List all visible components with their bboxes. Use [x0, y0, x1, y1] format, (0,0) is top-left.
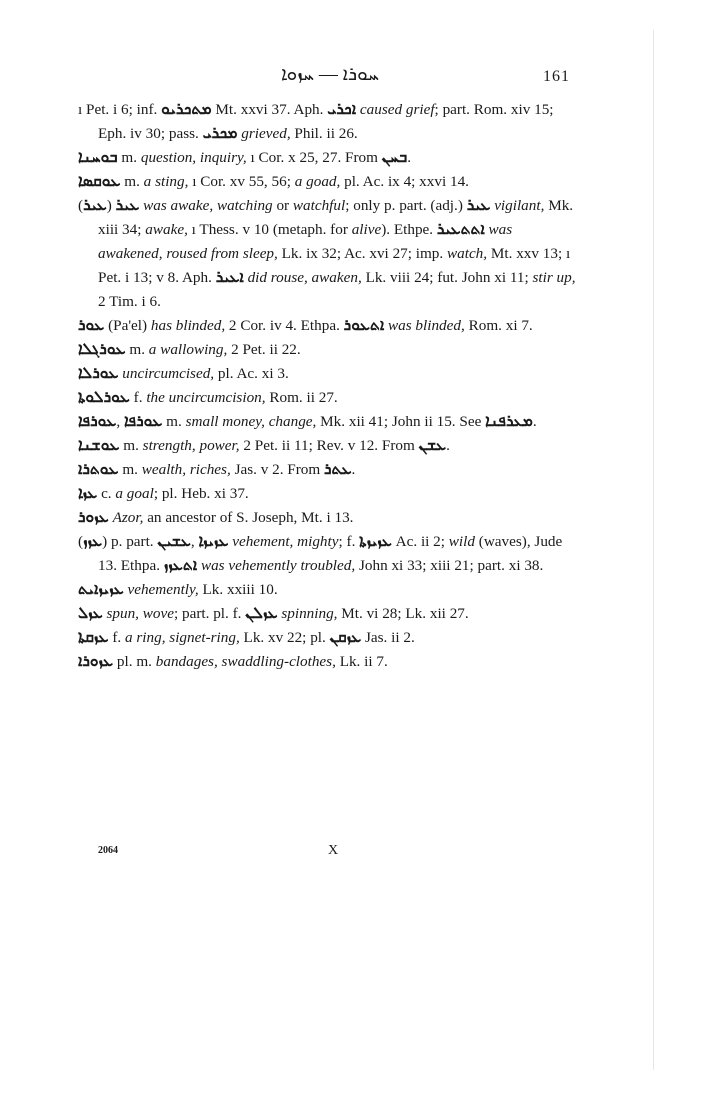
gloss-italic: was awakened, roused from sleep,	[98, 221, 513, 262]
gloss-italic: watchful	[292, 197, 346, 214]
entry-text: John xi 33; xiii 21; part. xi 38.	[355, 557, 544, 574]
entry-text: Phil. ii 26.	[290, 125, 358, 142]
entry-text: 2 Cor. iv 4. Ethpa.	[225, 317, 344, 334]
entry-text: ; pl. Heb. xi 37.	[153, 485, 249, 502]
gloss-italic: has blinded,	[150, 317, 226, 334]
entry-text: f.	[129, 389, 147, 406]
syriac-headword: ܥܘܩܣܐ	[78, 173, 121, 190]
entry-text: Lk. viii 24; fut. John xi 11;	[361, 269, 533, 286]
syriac-headword: ܥܝܪ	[115, 197, 140, 214]
gloss-italic: wealth, riches,	[141, 461, 231, 478]
running-head-title: ܚܘܪܐ — ܚܙܘܐ	[280, 64, 380, 85]
syriac-headword: ܥܙܠܢ	[245, 605, 278, 622]
syriac-headword: ܡܟܪܝ	[202, 125, 238, 142]
lexicon-entry	[78, 578, 578, 602]
entry-text: f.	[108, 629, 125, 646]
entry-text: m.	[118, 461, 142, 478]
syriac-headword: ܥܘܪܠܐ	[78, 365, 119, 382]
lexicon-entry	[78, 506, 578, 530]
entry-text: ı Thess. v 10 (metaph. for	[187, 221, 352, 238]
entry-text: m.	[119, 437, 143, 454]
gloss-italic: wild	[448, 533, 475, 550]
lexicon-entry	[78, 410, 578, 434]
gloss-italic: a goad,	[294, 173, 341, 190]
gloss-italic: spun, wove	[106, 605, 174, 622]
syriac-headword: ܒܚܢ	[381, 149, 408, 166]
entry-text: Mt. xxv 13; ı Pet. i 13; v 8. Aph.	[98, 245, 571, 286]
entry-text: Rom. xi 7.	[464, 317, 533, 334]
page-footer	[98, 845, 568, 865]
lexicon-entry	[78, 362, 578, 386]
entry-text: Lk. xxiii 10.	[198, 581, 278, 598]
gloss-italic: alive	[351, 221, 382, 238]
syriac-headword: ܥܙܙ	[83, 533, 103, 550]
lexicon-entry	[78, 170, 578, 194]
entry-text: 2 Pet. ii 11; Rev. v 12. From	[239, 437, 419, 454]
entry-text: Jas. v 2. From	[230, 461, 325, 478]
syriac-headword: ܥܙܠ	[78, 605, 103, 622]
syriac-headword: ܒܘܚܢܐ	[78, 149, 118, 166]
entry-text: .	[446, 437, 450, 454]
gloss-italic: vigilant,	[494, 197, 545, 214]
entry-text: m.	[162, 413, 186, 430]
gloss-italic: watch,	[447, 245, 488, 262]
syriac-headword: ܥܙܝܙܐ	[198, 533, 229, 550]
lexicon-entry	[78, 434, 578, 458]
gloss-italic: a ring, signet-ring,	[124, 629, 240, 646]
entry-text: m.	[120, 173, 144, 190]
gloss-italic: the uncircumcision,	[146, 389, 266, 406]
lexicon-entry	[78, 314, 578, 338]
gloss-italic: a wallowing,	[148, 341, 228, 358]
syriac-headword: ܥܙܝܙܬܐ	[359, 533, 392, 550]
lexicon-entry	[78, 602, 578, 626]
entry-text: ı Cor. xv 55, 56;	[188, 173, 295, 190]
gloss-italic: was vehemently troubled,	[200, 557, 356, 574]
syriac-headword: ܥܙܩܢ	[329, 629, 362, 646]
entry-text: Mt. xxvi 37. Aph.	[211, 101, 328, 118]
gloss-italic: was blinded,	[388, 317, 465, 334]
syriac-headword: ܥܬܪ	[324, 461, 352, 478]
entry-text: 2 Tim. i 6.	[98, 293, 161, 310]
entry-text: an ancestor of S. Joseph, Mt. i 13.	[143, 509, 354, 526]
gloss-italic: grieved,	[241, 125, 291, 142]
entry-text: ) p. part.	[102, 533, 158, 550]
syriac-headword: ܥܘܪܓܠܐ	[78, 341, 126, 358]
lexicon-entry	[78, 458, 578, 482]
syriac-headword: ܡܬܟܪܝܘ	[161, 101, 212, 118]
lexicon-entry	[78, 338, 578, 362]
gloss-italic: stir up,	[532, 269, 576, 286]
entry-text: ı Pet. i 6; inf.	[78, 101, 162, 118]
gloss-italic: strength, power,	[142, 437, 240, 454]
signature-mark: X	[328, 843, 339, 858]
entry-text: or	[272, 197, 293, 214]
gloss-italic: spinning,	[281, 605, 338, 622]
entry-text: Mk. xii 41; John ii 15. See	[316, 413, 486, 430]
syriac-headword: ܥܘܬܪܐ	[78, 461, 119, 478]
entry-text: .	[351, 461, 356, 478]
syriac-headword: ܥܙܘܪܐ	[78, 653, 114, 670]
lexicon-entry	[78, 650, 578, 674]
syriac-headword: ܐܬܥܘܪ	[343, 317, 385, 334]
gloss-italic: caused grief	[359, 101, 435, 118]
entry-text: pl. Ac. xi 3.	[214, 365, 289, 382]
entry-text: Lk. xv 22; pl.	[239, 629, 330, 646]
entry-text: (	[78, 533, 84, 550]
entry-text: Lk. ii 7.	[335, 653, 388, 670]
entry-text: ,	[116, 413, 124, 430]
lexicon-entry	[78, 98, 578, 146]
entry-text: pl. m.	[113, 653, 156, 670]
entry-text: Ac. ii 2;	[391, 533, 449, 550]
gloss-italic: vehemently,	[127, 581, 199, 598]
lexicon-entry	[78, 194, 578, 314]
syriac-headword: ܥܝܪ	[83, 197, 107, 214]
entry-text: Mk. xiii 34;	[98, 197, 574, 238]
lexicon-entry	[78, 146, 578, 170]
page-edge	[653, 30, 654, 1070]
entry-text: ; only p. part. (adj.)	[345, 197, 467, 214]
gloss-italic: awake,	[145, 221, 188, 238]
entry-text: (waves), Jude 13. Ethpa.	[98, 533, 563, 574]
syriac-headword: ܡܥܪܦܢܐ	[485, 413, 533, 430]
entry-text: Jas. ii 2.	[361, 629, 415, 646]
entry-text: m.	[125, 341, 149, 358]
syriac-headword: ܐܬܥܙܙ	[163, 557, 198, 574]
gloss-italic: bandages, swaddling-clothes,	[155, 653, 336, 670]
gloss-italic: did rouse, awaken,	[247, 269, 362, 286]
gloss-italic: was awake, watching	[143, 197, 273, 214]
syriac-headword: ܥܘܪ	[78, 317, 105, 334]
entry-text: Lk. ix 32; Ac. xvi 27; imp.	[277, 245, 447, 262]
gloss-italic: small money, change,	[185, 413, 317, 430]
syriac-headword: ܥܙܩܬܐ	[78, 629, 109, 646]
syriac-headword: ܥܫܢ	[418, 437, 447, 454]
syriac-headword: ܐܥܝܪ	[215, 269, 244, 286]
gloss-italic: vehement, mighty	[232, 533, 339, 550]
syriac-headword: ܥܙܐ	[78, 485, 98, 502]
entry-text: c.	[97, 485, 116, 502]
entry-text: Rom. ii 27.	[265, 389, 338, 406]
entry-text: (Pa'el)	[104, 317, 151, 334]
lexicon-entry	[78, 530, 578, 578]
lexicon-entry	[78, 482, 578, 506]
entry-text: Mt. vi 28; Lk. xii 27.	[337, 605, 469, 622]
syriac-headword: ܥܘܪܦܐ	[123, 413, 163, 430]
gloss-italic: question, inquiry,	[140, 149, 247, 166]
gloss-italic: a goal	[115, 485, 154, 502]
printer-signature: 2064	[98, 845, 118, 856]
syriac-headword: ܥܘܪܠܘܬܐ	[78, 389, 130, 406]
entry-text: .	[407, 149, 411, 166]
syriac-headword: ܥܙܘܪ	[78, 509, 109, 526]
entry-text: pl. Ac. ix 4; xxvi 14.	[340, 173, 469, 190]
page-number: 161	[543, 68, 570, 85]
lexicon-entry	[78, 626, 578, 650]
lexicon-entries	[78, 98, 578, 674]
syriac-headword: ܥܙܝܙܐܝܬ	[78, 581, 124, 598]
running-head	[90, 60, 570, 90]
entry-text: m.	[117, 149, 141, 166]
entry-text: ,	[190, 533, 199, 550]
syriac-headword: ܐܬܬܥܝܪ	[436, 221, 485, 238]
entry-text: ; f.	[338, 533, 360, 550]
entry-text: )	[106, 197, 116, 214]
syriac-headword: ܥܫܝܢ	[157, 533, 191, 550]
syriac-headword: ܐܟܪܝ	[327, 101, 357, 118]
entry-text: ı Cor. x 25, 27. From	[246, 149, 382, 166]
entry-text: 2 Pet. ii 22.	[227, 341, 301, 358]
lexicon-entry	[78, 386, 578, 410]
gloss-italic: uncircumcised,	[122, 365, 215, 382]
gloss-italic: a sting,	[143, 173, 189, 190]
syriac-headword: ܥܘܪܦܐ	[78, 413, 117, 430]
entry-text: ). Ethpe.	[381, 221, 437, 238]
gloss-italic: Azor,	[112, 509, 144, 526]
entry-text: ; part. Rom. xiv 15; Eph. iv 30; pass.	[98, 101, 554, 142]
syriac-headword: ܥܝܪ	[466, 197, 491, 214]
entry-text: (	[78, 197, 84, 214]
syriac-headword: ܥܘܫܢܐ	[78, 437, 120, 454]
entry-text: ; part. pl. f.	[173, 605, 246, 622]
entry-text: .	[532, 413, 537, 430]
